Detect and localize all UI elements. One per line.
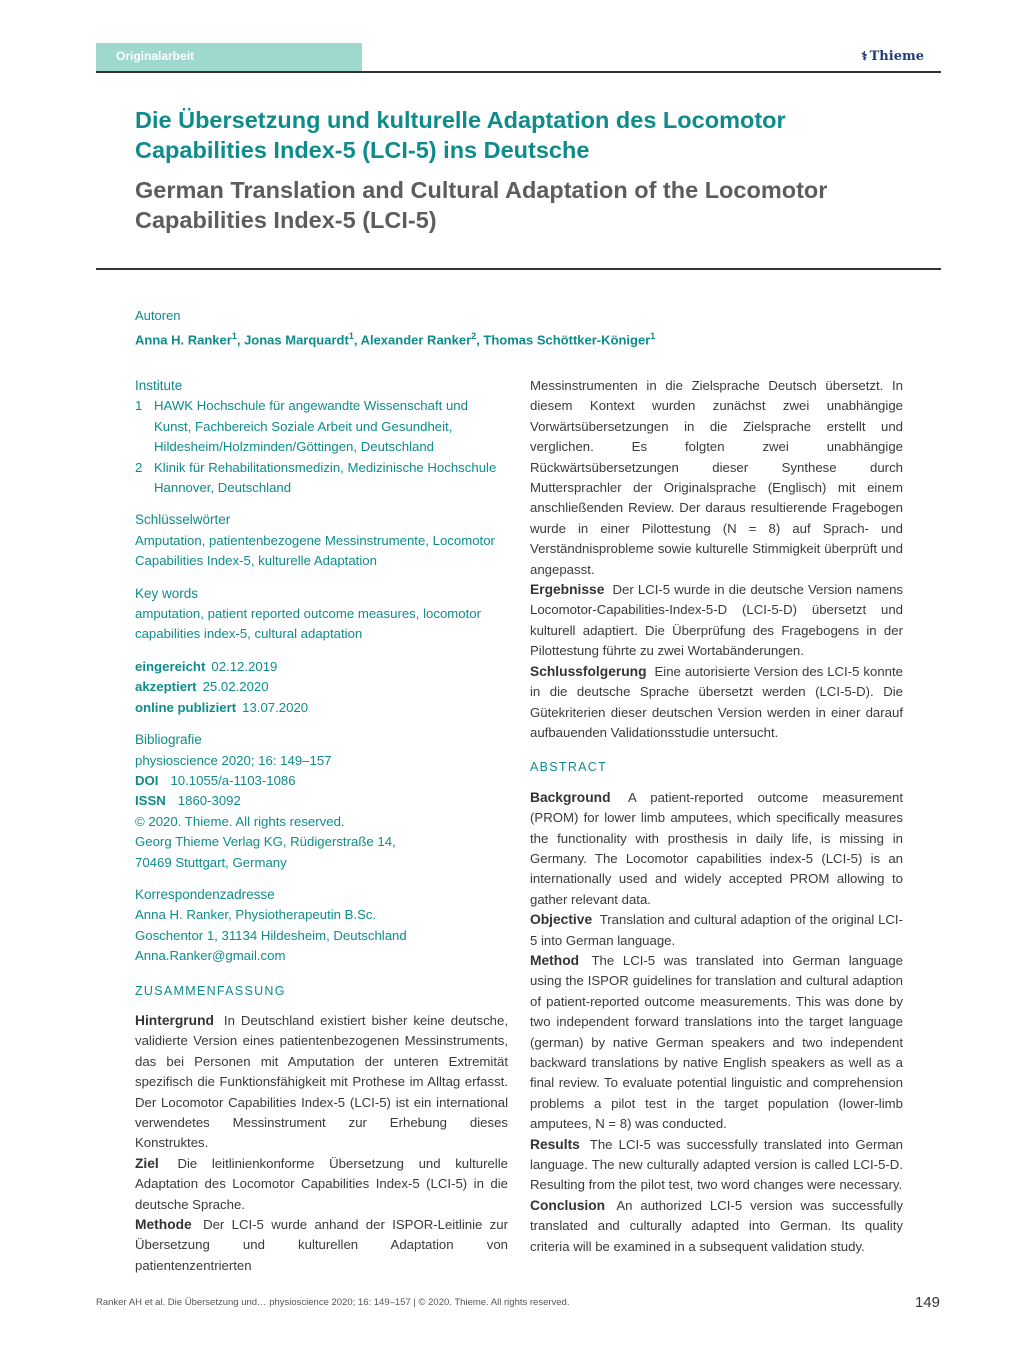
page-number: 149: [914, 1294, 940, 1311]
results-paragraph: [530, 1135, 903, 1196]
objective-text: Translation and cultural adaption of the original LCI-5 into German language.: [530, 912, 903, 948]
date-value: 25.02.2020: [202, 679, 269, 695]
doi-line: [135, 771, 508, 791]
ziel-label: Ziel: [135, 1155, 159, 1171]
method-text: The LCI-5 was translated into German language using the ISPOR guidelines for translation and cultural adaption of patient-reported outcome measurements. This was done by two independent forward translations into the target language (german) by native German speakers and two independent backward translations by native English speakers as well as a final review. To evaluate potential linguistic and comprehension problems a pilot test in the target population (lower-limb amputees, N = 8) was conducted.: [530, 952, 903, 1132]
conclusion-label: Conclusion: [530, 1197, 606, 1213]
doi-value[interactable]: 10.1055/a-1103-1086: [170, 772, 296, 788]
institute-text: HAWK Hochschule für angewandte Wissenschaft und Kunst, Fachbereich Soziale Arbeit und Gesundheit, Hildesheim/Holzminden/Göttingen, Deutschland: [154, 398, 468, 455]
date-published: [135, 698, 508, 718]
hintergrund-text: In Deutschland existiert bisher keine deutsche, validierte Version eines patientenbezogenen Messinstruments, das bei Personen mit Amputation der unteren Extremität spezifisch die Funktionsfähigkeit mit Prothese im Alltag erfasst. Der Locomotor Capabilities Index-5 (LCI-5) ist ein international verwendetes Messinstrument zur Erhebung dieses Konstruktes.: [135, 1012, 508, 1151]
institute-number: 2: [135, 459, 143, 475]
doi-label: DOI: [135, 772, 159, 788]
institute-item: [135, 458, 508, 499]
date-value: 02.12.2019: [211, 658, 278, 674]
issn-label: ISSN: [135, 793, 166, 809]
date-label: eingereicht: [135, 658, 206, 674]
objective-label: Objective: [530, 912, 593, 928]
methode-paragraph: [135, 1215, 508, 1276]
date-value: 13.07.2020: [242, 699, 309, 715]
institute-text: Klinik für Rehabilitationsmedizin, Medizinische Hochschule Hannover, Deutschland: [154, 459, 497, 496]
publisher-logo: [861, 49, 924, 64]
methode-continued: Messinstrumenten in die Zielsprache Deutsch übersetzt. In diesem Kontext wurden zunächst zwei unabhängige Vorwärtsübersetzungen in die Zielsprache erstellt und verglichen. Es folgten zwei unabhängige Rückwärtsübersetzungen dieser Synthese durch Muttersprachler der Originalsprache (Englisch) mit einem anschließenden Review. Der daraus resultierende Fragebogen wurde in einer Pilottestung (N = 8) auf Sprach- und Verständnisprobleme sowie kulturelle Stimmigkeit überprüft und angepasst.: [530, 378, 903, 577]
author-affiliation-number: 1: [650, 331, 656, 341]
keywords-de-text: Amputation, patientenbezogene Messinstrumente, Locomotor Capabilities Index-5, kulturelle Adaptation: [135, 532, 495, 569]
conclusion-paragraph: [530, 1196, 903, 1257]
objective-paragraph: [530, 910, 903, 951]
methode-text-part1: Der LCI-5 wurde anhand der ISPOR-Leitlinie zur Übersetzung und kulturellen Adaptation von patientenzentrierten: [135, 1217, 508, 1273]
title-german: Die Übersetzung und kulturelle Adaptation des Locomotor Capabilities Index-5 (LCI-5) ins Deutsche: [135, 107, 786, 163]
conclusion-text: An authorized LCI-5 version was successfully translated and culturally adapted into German. Its quality criteria will be examined in a subsequent validation study.: [530, 1197, 903, 1254]
left-column: [135, 376, 508, 1276]
keywords-en-section: [135, 584, 508, 645]
background-label: Background: [530, 789, 611, 805]
author-name: Jonas Marquardt: [244, 332, 349, 348]
authors-list: Anna H. Ranker$^1$, Jonas Marquardt$^1$, Alexander Ranker$^2$, Thomas Schöttker-Königer$^1$: [135, 331, 656, 348]
date-accepted: [135, 677, 508, 697]
issn-line: [135, 791, 508, 811]
institute-number: 1: [135, 398, 143, 414]
hintergrund-paragraph: [135, 1011, 508, 1154]
method-paragraph: [530, 951, 903, 1135]
correspondence-email[interactable]: Anna.Ranker@gmail.com: [135, 948, 286, 964]
keywords-en-text: amputation, patient reported outcome measures, locomotor capabilities index-5, cultural adaptation: [135, 606, 481, 642]
abstract-heading: ABSTRACT: [530, 760, 608, 775]
author-name: Anna H. Ranker: [135, 332, 232, 348]
title-english: German Translation and Cultural Adaptation of the Locomotor Capabilities Index-5 (LCI-5): [135, 177, 828, 233]
date-label: online publiziert: [135, 699, 237, 715]
thieme-logo-icon: ⚕: [861, 49, 868, 63]
results-label: Results: [530, 1136, 580, 1152]
publisher-address-2: 70469 Stuttgart, Germany: [135, 854, 287, 870]
institutes-section: [135, 376, 508, 498]
correspondence-section: [135, 885, 508, 967]
background-paragraph: [530, 788, 903, 910]
ziel-text: Die leitlinienkonforme Übersetzung und kulturelle Adaptation des Locomotor Capabilities Index-5 (LCI-5) in die deutsche Sprache.: [135, 1155, 508, 1212]
header-rule: [96, 71, 941, 73]
author-name: Thomas Schöttker-Königer: [483, 332, 651, 348]
issn-value: 1860-3092: [177, 793, 241, 809]
dates-section: [135, 657, 508, 718]
author-affiliation-number: 1: [231, 331, 237, 341]
keywords-en-heading: Key words: [135, 585, 199, 601]
journal-citation: physioscience 2020; 16: 149–157: [135, 752, 332, 768]
article-type-badge: Originalarbeit: [96, 43, 362, 71]
authors-section: [135, 306, 915, 350]
ziel-paragraph: [135, 1154, 508, 1215]
author-affiliation-number: 2: [471, 331, 477, 341]
method-label: Method: [530, 952, 580, 968]
correspondence-name: Anna H. Ranker, Physiotherapeutin B.Sc.: [135, 907, 377, 923]
title-rule: [96, 268, 941, 270]
copyright-line: © 2020. Thieme. All rights reserved.: [135, 813, 345, 829]
ergebnisse-label: Ergebnisse: [530, 582, 605, 598]
institute-item: [135, 396, 508, 457]
publisher-name: Thieme: [869, 49, 924, 64]
date-submitted: [135, 657, 508, 677]
keywords-de-heading: Schlüsselwörter: [135, 512, 231, 528]
institutes-heading: Institute: [135, 378, 183, 393]
date-label: akzeptiert: [135, 679, 197, 695]
schlussfolgerung-text: Eine autorisierte Version des LCI-5 konnte in die deutsche Sprache übersetzt werden (LCI-5-D). Die Gütekriterien dieser deutschen Version werden in einer darauf aufbauenden Validationsstudie untersucht.: [530, 663, 903, 740]
author-name: Alexander Ranker: [360, 332, 472, 348]
hintergrund-label: Hintergrund: [135, 1012, 214, 1028]
ergebnisse-paragraph: [530, 580, 903, 662]
results-text: The LCI-5 was successfully translated into German language. The new culturally adapted version is called LCI-5-D. Resulting from the pilot test, two word changes were necessary.: [530, 1136, 903, 1193]
correspondence-address: Goschentor 1, 31134 Hildesheim, Deutschland: [135, 927, 407, 943]
schlussfolgerung-paragraph: [530, 662, 903, 744]
bibliography-section: [135, 730, 508, 873]
correspondence-heading: Korrespondenzadresse: [135, 886, 275, 902]
footer-citation: Ranker AH et al. Die Übersetzung und… physioscience 2020; 16: 149–157 | © 2020. Thieme. All rights reserved.: [96, 1297, 570, 1308]
keywords-de-section: [135, 510, 508, 571]
publisher-address-1: Georg Thieme Verlag KG, Rüdigerstraße 14,: [135, 834, 396, 850]
ergebnisse-text: Der LCI-5 wurde in die deutsche Version namens Locomotor-Capabilities-Index-5-D (LCI-5-D) übersetzt und kulturell adaptiert. Die Überprüfung des Fragebogens in der Pilottestung führte zu zwei Wortabänderungen.: [530, 582, 903, 659]
background-text: A patient-reported outcome measurement (PROM) for lower limb amputees, which specifically measures the functionality with prosthesis in daily life, is missing in Germany. The Locomotor capabilities index-5 (LCI-5) is an internationally used and widely accepted PROM allowing to gather relevant data.: [530, 789, 903, 907]
authors-heading: Autoren: [135, 308, 181, 323]
schlussfolgerung-label: Schlussfolgerung: [530, 663, 647, 679]
author-affiliation-number: 1: [348, 331, 354, 341]
zusammenfassung-heading: ZUSAMMENFASSUNG: [135, 983, 286, 998]
methode-label: Methode: [135, 1217, 192, 1233]
bibliography-heading: Bibliografie: [135, 732, 202, 748]
right-column: [530, 376, 903, 1257]
